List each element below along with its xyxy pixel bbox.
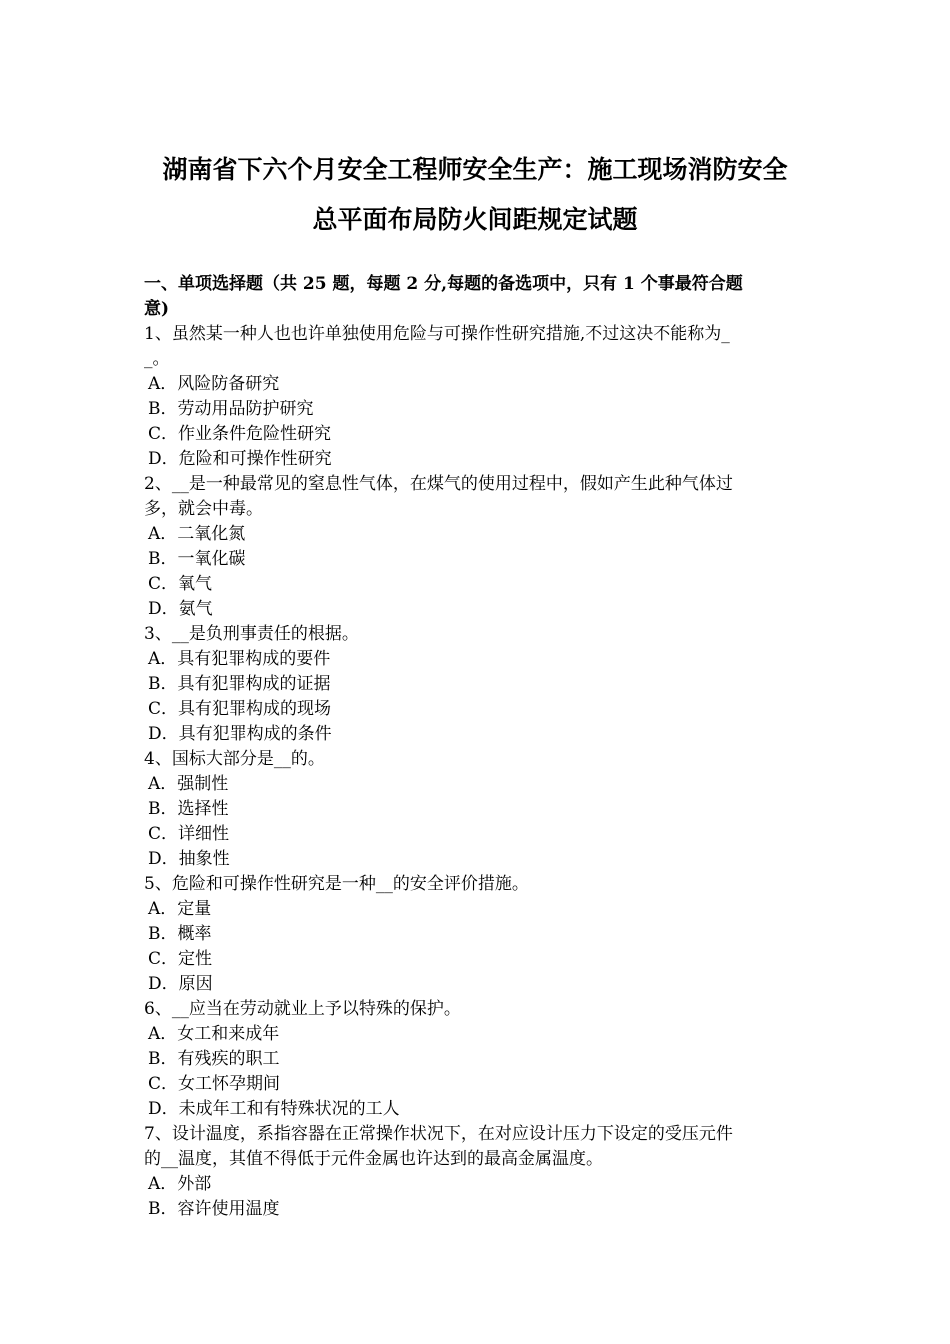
question-5-option-a: A．定量 bbox=[148, 899, 212, 919]
question-2-text-line-1: 2、__是一种最常见的窒息性气体，在煤气的使用过程中，假如产生此种气体过 bbox=[144, 474, 733, 494]
question-2-text-line-2: 多，就会中毒。 bbox=[144, 499, 263, 519]
question-6-option-c: C．女工怀孕期间 bbox=[148, 1074, 281, 1094]
question-7-option-a: A．外部 bbox=[148, 1174, 212, 1194]
question-2-option-b: B．一氧化碳 bbox=[148, 549, 246, 569]
question-4-option-c: C．详细性 bbox=[148, 824, 230, 844]
section-heading-line-2: 意) bbox=[144, 299, 170, 319]
question-1-option-d: D．危险和可操作性研究 bbox=[148, 449, 332, 469]
question-3-option-a: A．具有犯罪构成的要件 bbox=[148, 649, 331, 669]
question-5-option-c: C．定性 bbox=[148, 949, 213, 969]
question-1-text-line-1: 1、虽然某一种人也也许单独使用危险与可操作性研究措施,不过这决不能称为_ bbox=[144, 324, 730, 344]
question-3-text-line-1: 3、__是负刑事责任的根据。 bbox=[144, 624, 359, 644]
question-4-option-a: A．强制性 bbox=[148, 774, 229, 794]
question-1-option-a: A．风险防备研究 bbox=[148, 374, 280, 394]
question-4-option-b: B．选择性 bbox=[148, 799, 229, 819]
question-7-text-line-1: 7、设计温度，系指容器在正常操作状况下，在对应设计压力下设定的受压元件 bbox=[144, 1124, 733, 1144]
question-2-option-c: C．氧气 bbox=[148, 574, 213, 594]
document-body bbox=[144, 272, 808, 1222]
document-title-line-2: 总平面布局防火间距规定试题 bbox=[312, 205, 638, 234]
section-heading-line-1: 一、单项选择题（共 25 题，每题 2 分,每题的备选项中，只有 1 个事最符合题 bbox=[144, 274, 743, 294]
question-1-option-b: B．劳动用品防护研究 bbox=[148, 399, 314, 419]
question-6-option-b: B．有残疾的职工 bbox=[148, 1049, 280, 1069]
question-6-option-a: A．女工和来成年 bbox=[148, 1024, 280, 1044]
question-3-option-c: C．具有犯罪构成的现场 bbox=[148, 699, 332, 719]
question-4-text-line-1: 4、国标大部分是__的。 bbox=[144, 749, 325, 769]
question-5-text-line-1: 5、危险和可操作性研究是一种__的安全评价措施。 bbox=[144, 874, 529, 894]
question-2-option-d: D．氨气 bbox=[148, 599, 213, 619]
question-5-option-d: D．原因 bbox=[148, 974, 213, 994]
question-4-option-d: D．抽象性 bbox=[148, 849, 230, 869]
question-3-option-d: D．具有犯罪构成的条件 bbox=[148, 724, 332, 744]
question-6-option-d: D．未成年工和有特殊状况的工人 bbox=[148, 1099, 400, 1119]
question-3-option-b: B．具有犯罪构成的证据 bbox=[148, 674, 331, 694]
question-6-text-line-1: 6、__应当在劳动就业上予以特殊的保护。 bbox=[144, 999, 461, 1019]
question-7-option-b: B．容许使用温度 bbox=[148, 1199, 280, 1219]
question-2-option-a: A．二氧化氮 bbox=[148, 524, 246, 544]
question-1-option-c: C．作业条件危险性研究 bbox=[148, 424, 332, 444]
question-5-option-b: B．概率 bbox=[148, 924, 212, 944]
question-1-text-line-2: _。 bbox=[144, 349, 170, 369]
document-title-line-1: 湖南省下六个月安全工程师安全生产：施工现场消防安全 bbox=[162, 155, 788, 184]
question-7-text-line-2: 的__温度，其值不得低于元件金属也许达到的最高金属温度。 bbox=[144, 1149, 603, 1169]
